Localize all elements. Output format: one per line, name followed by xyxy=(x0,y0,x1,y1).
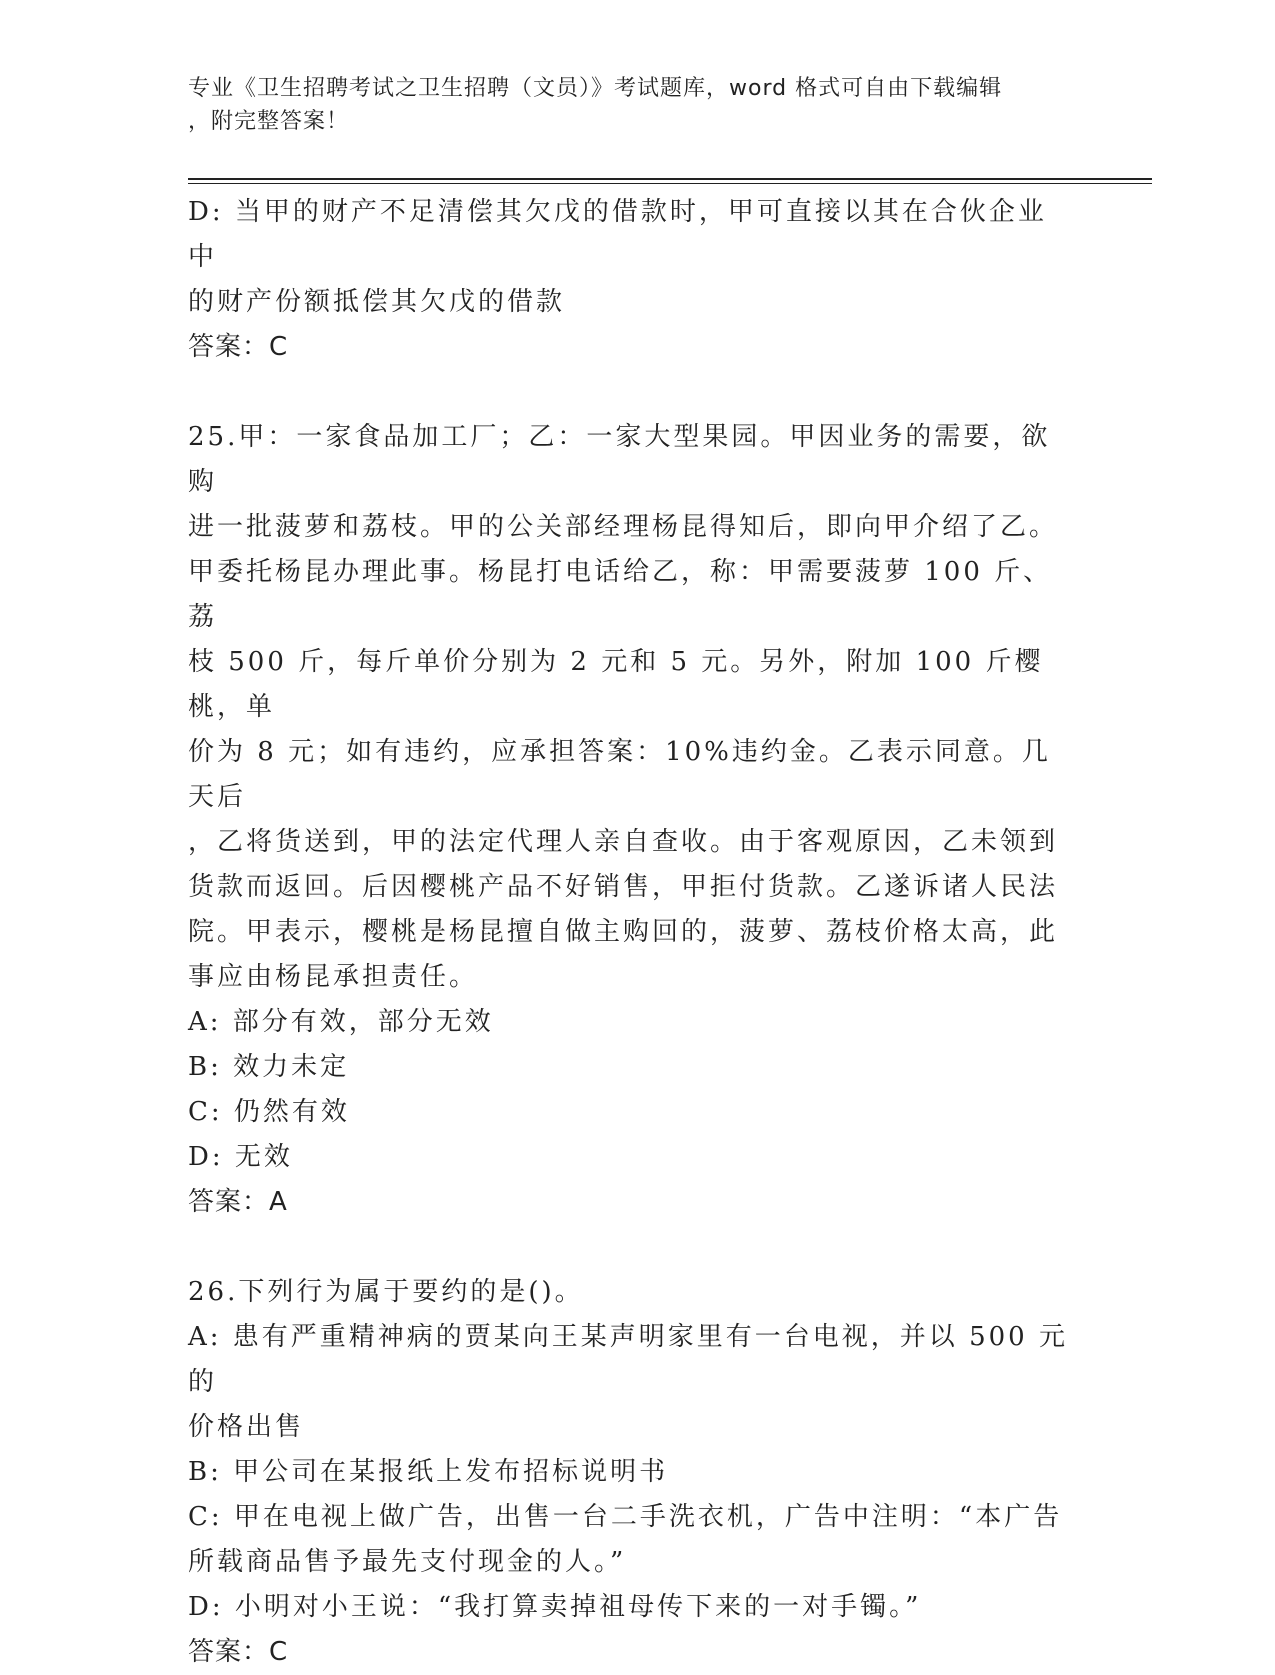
document-header xyxy=(188,72,1068,138)
question-stem-line: 25.甲：一家食品加工厂；乙：一家大型果园。甲因业务的需要，欲购 xyxy=(188,422,1051,497)
option-c: C: 仍然有效 xyxy=(188,1097,350,1127)
question-26 xyxy=(188,1270,1068,1675)
option-d: D: 小明对小王说：“我打算卖掉祖母传下来的一对手镯。” xyxy=(188,1592,922,1622)
question-stem-line: 院。甲表示，樱桃是杨昆擅自做主购回的，菠萝、荔枝价格太高，此 xyxy=(188,917,1059,947)
option-b: B: 效力未定 xyxy=(188,1052,350,1082)
option-b: B: 甲公司在某报纸上发布招标说明书 xyxy=(188,1457,669,1487)
option-d: D: 无效 xyxy=(188,1142,293,1172)
spacer xyxy=(188,1225,1068,1270)
question-stem-line: 价为 8 元；如有违约，应承担答案：10%违约金。乙表示同意。几天后 xyxy=(188,737,1051,812)
answer-label: 答案：C xyxy=(188,1637,289,1667)
option-c-line-2: 所载商品售予最先支付现金的人。” xyxy=(188,1547,627,1577)
answer-label: 答案：C xyxy=(188,332,289,362)
question-24 xyxy=(188,190,1068,370)
question-stem: 26.下列行为属于要约的是()。 xyxy=(188,1277,584,1307)
spacer xyxy=(188,370,1068,415)
header-title-line-2: ，附完整答案！ xyxy=(188,109,350,134)
option-d-line-1: D: 当甲的财产不足清偿其欠戊的借款时，甲可直接以其在合伙企业中 xyxy=(188,197,1047,272)
question-stem-line: 货款而返回。后因樱桃产品不好销售，甲拒付货款。乙遂诉诸人民法 xyxy=(188,872,1059,902)
option-a-line-1: A: 患有严重精神病的贾某向王某声明家里有一台电视，并以 500 元的 xyxy=(188,1322,1068,1397)
question-stem-line: 枝 500 斤，每斤单价分别为 2 元和 5 元。另外，附加 100 斤樱桃，单 xyxy=(188,647,1044,722)
header-title-line-1: 专业《卫生招聘考试之卫生招聘（文员）》考试题库，word 格式可自由下载编辑 xyxy=(188,76,1003,101)
question-stem-line: 进一批菠萝和荔枝。甲的公关部经理杨昆得知后，即向甲介绍了乙。 xyxy=(188,512,1059,542)
question-content xyxy=(188,190,1068,1675)
question-stem-line: 事应由杨昆承担责任。 xyxy=(188,962,479,992)
option-d-line-2: 的财产份额抵偿其欠戊的借款 xyxy=(188,287,566,317)
answer-label: 答案：A xyxy=(188,1187,288,1217)
option-a-line-2: 价格出售 xyxy=(188,1412,305,1442)
option-c-line-1: C: 甲在电视上做广告，出售一台二手洗衣机，广告中注明：“本广告 xyxy=(188,1502,1063,1532)
question-stem-line: 甲委托杨昆办理此事。杨昆打电话给乙，称：甲需要菠萝 100 斤、荔 xyxy=(188,557,1053,632)
header-rule-thick xyxy=(188,178,1152,180)
header-rule-thin xyxy=(188,183,1152,184)
question-stem-line: ，乙将货送到，甲的法定代理人亲自查收。由于客观原因，乙未领到 xyxy=(188,827,1059,857)
option-a: A: 部分有效，部分无效 xyxy=(188,1007,494,1037)
question-25 xyxy=(188,415,1068,1225)
